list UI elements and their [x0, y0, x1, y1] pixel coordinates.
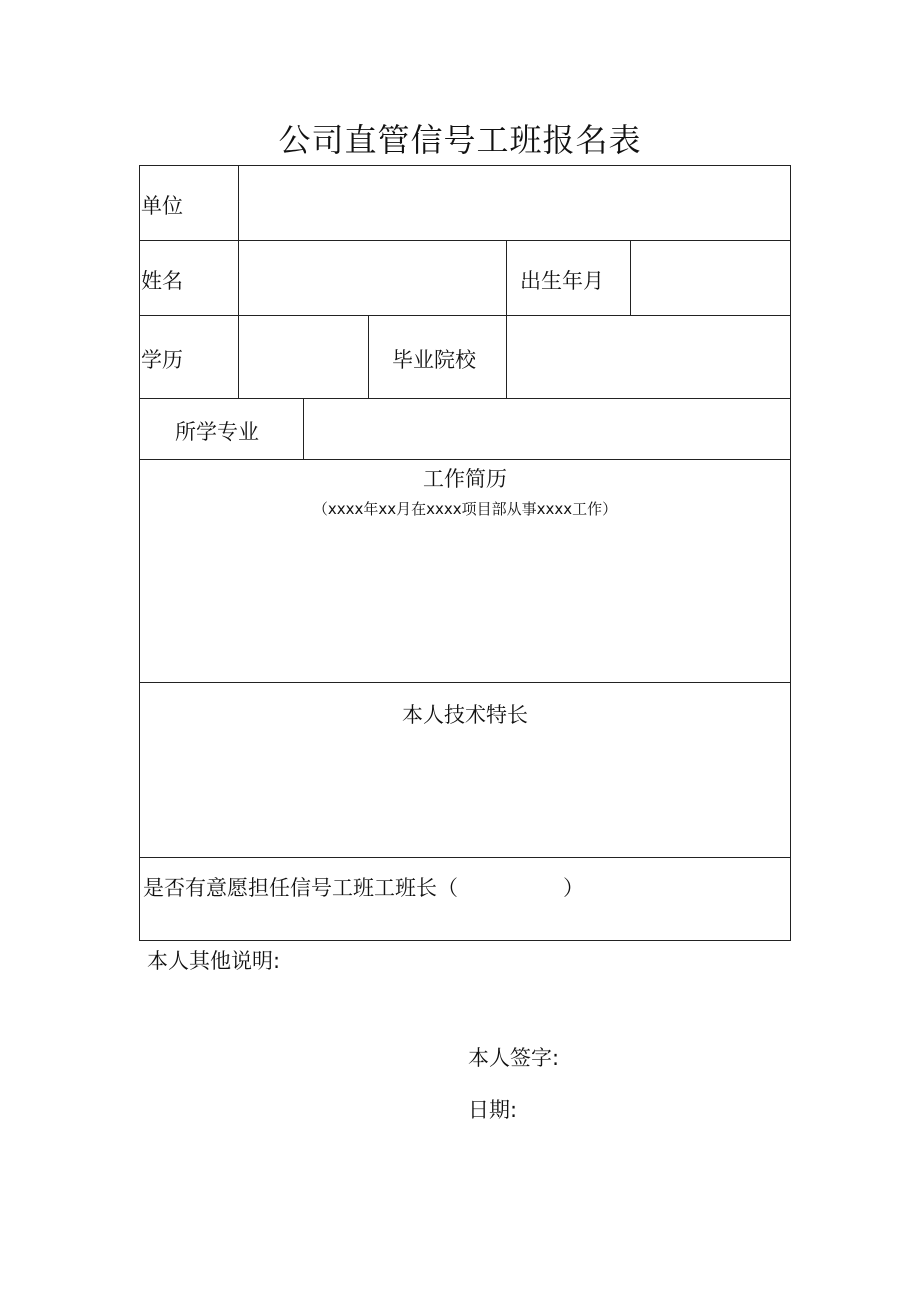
signature-label: 本人签字:: [468, 1046, 560, 1070]
row-divider: [140, 459, 790, 460]
birth-date-label: 出生年月: [520, 269, 604, 293]
work-history-label: 工作简历: [423, 467, 507, 491]
work-history-hint: （xxxx年xx月在xxxx项目部从事xxxx工作）: [312, 500, 618, 518]
registration-form-table: [139, 165, 791, 941]
skills-label: 本人技术特长: [402, 703, 528, 727]
other-notes-label: 本人其他说明:: [147, 949, 281, 973]
name-field[interactable]: [239, 241, 506, 315]
unit-field[interactable]: [239, 166, 790, 240]
unit-label: 单位: [141, 194, 183, 218]
skills-field[interactable]: [140, 731, 790, 857]
row-divider: [140, 682, 790, 683]
leader-willingness-question[interactable]: 是否有意愿担任信号工班工班长（ ）: [143, 876, 584, 900]
school-field[interactable]: [507, 316, 790, 398]
col-divider: [368, 315, 369, 398]
form-title: 公司直管信号工班报名表: [278, 121, 642, 159]
school-label: 毕业院校: [392, 348, 476, 372]
name-label: 姓名: [141, 269, 183, 293]
work-history-field[interactable]: [140, 521, 790, 682]
row-divider: [140, 857, 790, 858]
major-label: 所学专业: [175, 420, 259, 444]
major-field[interactable]: [304, 399, 790, 459]
education-field[interactable]: [239, 316, 368, 398]
date-label: 日期:: [468, 1098, 518, 1122]
education-label: 学历: [141, 348, 183, 372]
birth-date-field[interactable]: [631, 241, 790, 315]
